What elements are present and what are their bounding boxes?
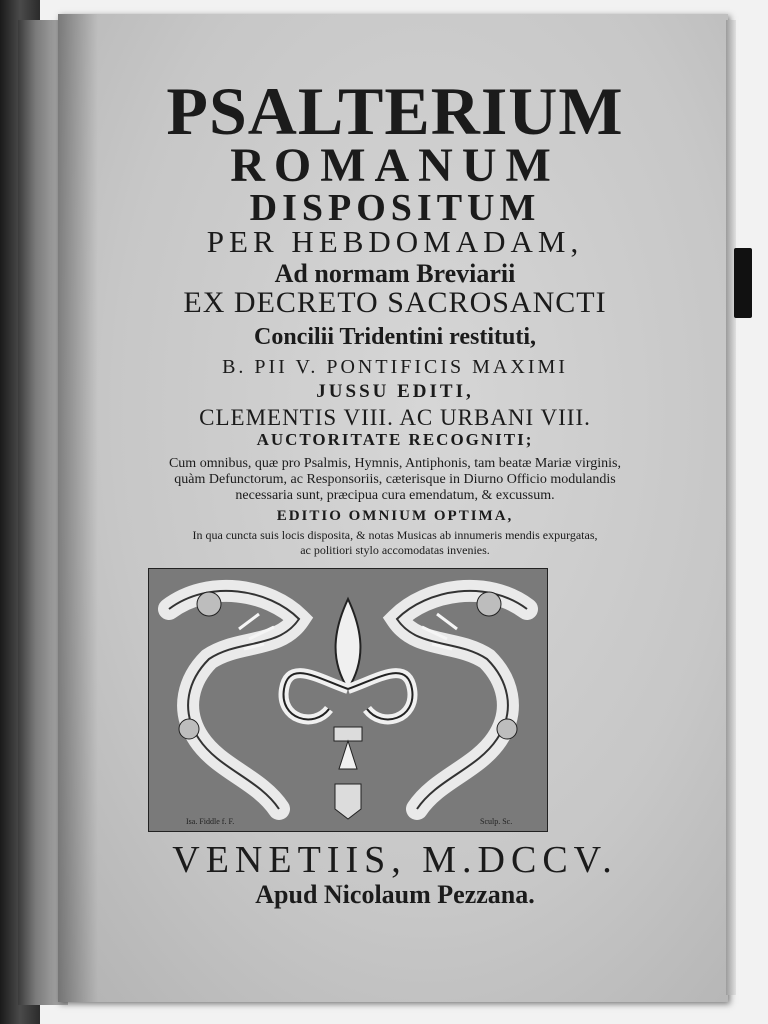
title-line-2: ROMANUM	[230, 139, 560, 192]
engraver-credit-left: Isa. Fiddle f. F.	[186, 817, 235, 826]
description-line-2: quàm Defunctorum, ac Responsoriis, cæterisque in Diurno Officio modulandis	[174, 472, 616, 487]
bookmark-tab	[734, 248, 752, 318]
title-line-8: B. PII V. PONTIFICIS MAXIMI	[222, 356, 568, 378]
title-line-10: CLEMENTIS VIII. AC URBANI VIII.	[199, 405, 591, 430]
title-line-4: PER HEBDOMADAM,	[206, 224, 584, 259]
edition-note-line-2: ac politiori stylo accomodatas invenies.	[300, 543, 490, 557]
printers-device-engraving	[148, 568, 548, 832]
title-line-5: Ad normam Breviarii	[274, 259, 516, 288]
edition-line: EDITIO OMNIUM OPTIMA,	[276, 508, 514, 524]
description-line-3: necessaria sunt, præcipua cura emendatum, & excussum.	[235, 488, 555, 503]
engraver-credit-right: Sculp. Sc.	[480, 817, 513, 826]
imprint-printer: Apud Nicolaum Pezzana.	[255, 880, 535, 909]
title-line-1: PSALTERIUM	[166, 73, 624, 149]
title-line-3: DISPOSITUM	[249, 187, 541, 229]
imprint-place-date: VENETIIS, M.DCCV.	[172, 839, 618, 881]
fleur-de-lis-engraving	[149, 569, 547, 831]
title-line-11: AUCTORITATE RECOGNITI;	[256, 430, 534, 449]
title-line-7: Concilii Tridentini restituti,	[253, 324, 536, 350]
description-line-1: Cum omnibus, quæ pro Psalmis, Hymnis, Antiphonis, tam beatæ Mariæ virginis,	[168, 456, 622, 471]
title-line-9: JUSSU EDITI,	[316, 381, 474, 402]
edition-note-line-1: In qua cuncta suis locis disposita, & notas Musicas ab innumeris mendis expurgatas,	[192, 528, 598, 542]
title-line-6: EX DECRETO SACROSANCTI	[183, 286, 607, 319]
